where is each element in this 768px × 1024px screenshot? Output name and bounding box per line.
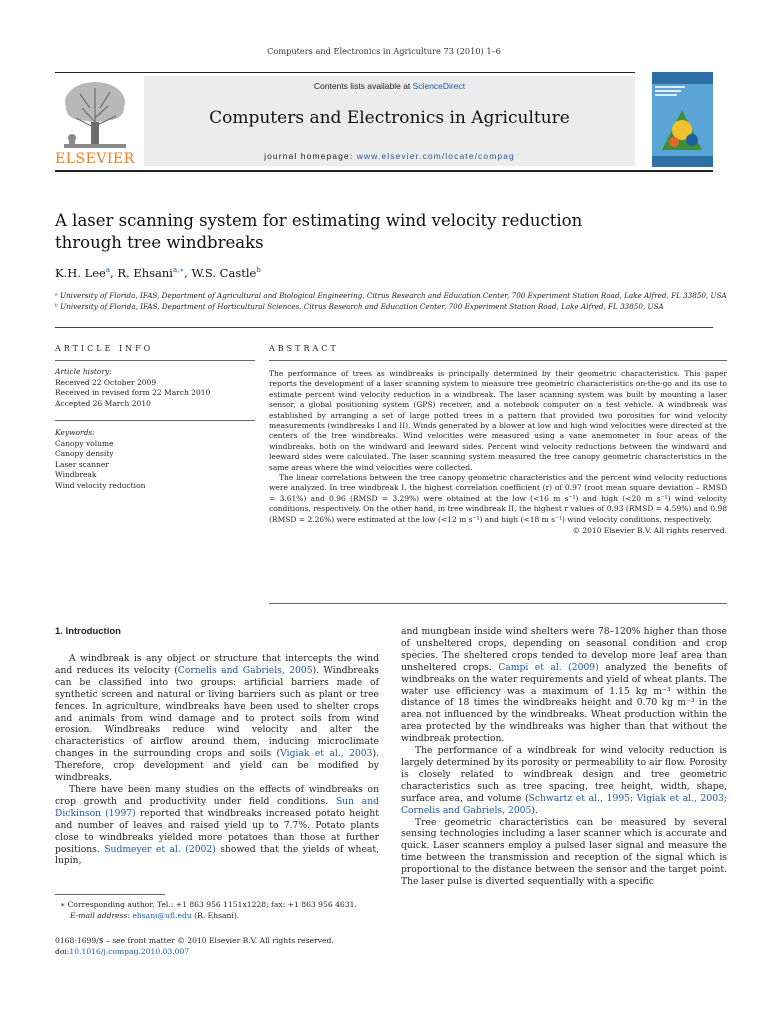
section-heading-introduction: 1. Introduction xyxy=(55,626,121,637)
article-history xyxy=(55,367,255,409)
section-divider xyxy=(55,327,713,328)
keyword-item: Windbreak xyxy=(55,470,97,479)
intro-paragraph-2 xyxy=(55,784,379,867)
author-name: W.S. Castle xyxy=(191,266,257,280)
citation-link[interactable]: Campi et al. (2009) xyxy=(498,661,599,673)
received-date: Received 22 October 2009 xyxy=(55,377,157,387)
issn-line: 0168-1699/$ – see front matter © 2010 Elsevier B.V. All rights reserved. xyxy=(55,936,334,945)
intro-paragraph-5: Tree geometric characteristics can be measured by several sensing technologies including a laser scanner which is accurate and quick. Laser scanners employ a pulsed laser signal and measure the time between the transmission and reception of the signal which is proportional to the distance between the sensor and the target point. The laser pulse is diverted sequentially with a specific xyxy=(401,816,727,888)
journal-homepage xyxy=(144,151,635,161)
title-line-2: through tree windbreaks xyxy=(55,233,264,252)
email-line xyxy=(60,911,380,922)
author-list: K.H. Lee$^a$, R. Ehsani$^{a,∗}$, W.S. Castle$^b$ xyxy=(55,266,261,280)
right-column xyxy=(401,626,727,888)
elsevier-tree-logo xyxy=(60,78,130,150)
text-run: ). xyxy=(531,804,538,816)
affiliation-a: ᵃ University of Florida, IFAS, Department of Agricultural and Biological Engineering, Citrus Research and Education Center, 700 Experiment Station Road, Lake Alfred, FL 33850, USA xyxy=(55,291,727,300)
keywords-block xyxy=(55,428,255,491)
doi-label: doi: xyxy=(55,946,70,956)
keyword-item: Canopy volume xyxy=(55,438,114,448)
keywords-label: Keywords: xyxy=(55,428,95,437)
author-name: K.H. Lee xyxy=(55,266,106,280)
abstract-paragraph-2: The linear correlations between the tree canopy geometric characteristics and the percent wind velocity reductions were analyzed. In tree windbreak I, the highest correlation coefficient (r) of 0.97 (root mean square deviation – RMSD = 3.61%) and 0.96 (RMSD = 3.29%) were obtained at the low (<16 m s⁻¹) and high (<20 m s⁻¹) wind velocity conditions, respectively. On the other hand, in tree windbreak II, the highest r values of 0.93 (RMSD = 4.59%) and 0.98 (RMSD = 2.26%) were estimated at the low (<12 m s⁻¹) and high (<18 m s⁻¹) wind velocity conditions, respectively. xyxy=(269,473,727,524)
citation-link[interactable]: Cornelis and Gabriels, 2005 xyxy=(177,664,313,676)
corresponding-author-note xyxy=(60,900,380,921)
running-head: Computers and Electronics in Agriculture 73 (2010) 1–6 xyxy=(267,46,501,56)
text-run: A windbreak is any object or structure that intercepts the wind and reduces its velocity ( xyxy=(55,653,379,676)
keyword-item: Canopy density xyxy=(55,449,114,458)
email-suffix: (R. Ehsani). xyxy=(191,910,240,920)
corresponding-author: ∗ Corresponding author. Tel.: +1 863 956 1151x1228; fax: +1 863 956 4631. xyxy=(60,900,357,909)
intro-paragraph-4 xyxy=(401,745,727,816)
abstract-end-rule xyxy=(269,603,727,604)
copyright-notice: © 2010 Elsevier B.V. All rights reserved. xyxy=(572,526,727,536)
journal-title: Computers and Electronics in Agriculture xyxy=(209,108,570,128)
revised-date: Received in revised form 22 March 2010 xyxy=(55,388,211,397)
doi-line xyxy=(55,947,385,958)
header-top-rule xyxy=(55,72,635,73)
author-affiliation-mark[interactable]: b xyxy=(256,266,261,275)
footnote-rule xyxy=(55,894,165,895)
abstract-rule xyxy=(269,360,727,361)
homepage-url-link[interactable]: www.elsevier.com/locate/compag xyxy=(356,151,515,161)
left-column xyxy=(55,653,379,867)
keyword-item: Wind velocity reduction xyxy=(55,480,146,490)
email-link[interactable]: ehsani@ufl.edu xyxy=(132,910,192,920)
text-run: showed that the yields of wheat, lupin, xyxy=(55,843,379,867)
article-title xyxy=(55,210,655,254)
text-run: reported that windbreaks increased potato height and number of leaves and raised yield up to 7.7%. Potato plants close to windbreaks yielded more potatoes than those at further positions. xyxy=(55,807,379,855)
article-info-rule xyxy=(55,360,255,361)
homepage-label: journal homepage: xyxy=(264,151,357,161)
text-run: The performance of a windbreak for wind velocity reduction is largely determined by its porosity or permeability to air flow. Porosity is closely related to windbreak design and tree geometric characteristics such as tree spacing, tree height, width, shape, surface area, and volume ( xyxy=(401,745,727,804)
contents-prefix: Contents lists available at xyxy=(313,81,413,91)
author-affiliation-mark[interactable]: a xyxy=(105,266,111,275)
text-run: There have been many studies on the effects of windbreaks on crop growth and productivity under field conditions. xyxy=(55,783,379,807)
article-info-heading: ARTICLE INFO xyxy=(55,344,154,353)
accepted-date: Accepted 26 March 2010 xyxy=(55,398,151,408)
doi-link[interactable]: 10.1016/j.compag.2010.03.007 xyxy=(69,946,190,956)
history-label: Article history: xyxy=(55,367,112,376)
abstract-paragraph-1: The performance of trees as windbreaks is principally determined by their geometric characteristics. This paper reports the development of a laser scanning system to measure tree geometric characteristics on-the-go and its use to estimate percent wind velocity reduction in a windbreak. The laser scanning system was built by mounting a laser sensor, a global positioning system (GPS) receiver, and a notebook computer on a test vehicle. A windbreak was established by arranging a set of large potted trees in a pattern that provided two porosities for wind velocity measurements (windbreaks I and II). Winds generated by a blower at low and high wind velocities were directed at the centers of the tree windbreaks. Wind velocities were measured using a vane anemometer in four areas of the windbreaks, both on the windward and leeward sides. Percent wind velocity reductions between the windward and leeward sides were calculated. The laser scanning system measured the tree canopy geometric characteristics in the same areas where the wind velocities were collected. xyxy=(269,369,727,472)
citation-link[interactable]: Sun and Dickinson (1997) xyxy=(55,795,379,819)
journal-cover-thumbnail xyxy=(652,72,713,167)
publisher-wordmark: ELSEVIER xyxy=(55,151,135,167)
abstract-body xyxy=(269,369,727,537)
citation-link[interactable]: Schwartz et al., 1995; Vigiak et al., 2003; Cornelis and Gabriels, 2005 xyxy=(401,792,727,816)
abstract-heading: ABSTRACT xyxy=(269,344,339,353)
sciencedirect-link[interactable]: ScienceDirect xyxy=(412,81,466,91)
header-bottom-rule xyxy=(55,170,713,172)
citation-link[interactable]: Sudmeyer et al. (2002) xyxy=(104,843,216,855)
title-line-1: A laser scanning system for estimating wind velocity reduction xyxy=(55,211,583,230)
email-label: E-mail address: xyxy=(70,910,133,920)
intro-paragraph-1 xyxy=(55,653,379,784)
intro-paragraph-3 xyxy=(401,626,727,745)
text-run: and mungbean inside wind shelters were 78–120% higher than those of unsheltered crops, depending on seasonal condition and crop species. The sheltered crops tended to develop more leaf area than unsheltered crops. xyxy=(401,626,727,673)
issn-doi-block xyxy=(55,936,385,957)
contents-available xyxy=(144,81,635,91)
text-run: ). Windbreaks can be classified into two groups: artificial barriers made of synthetic screen and natural or living barriers such as plant or tree fences. In agriculture, windbreaks have been used to shelter crops and animals from wind damage and to protect soils from wind erosion. Windbreaks reduce wind velocity and alter the characteristics of airflow around them, inducing microclimate changes in the surrounding crops and soils ( xyxy=(55,664,379,760)
affiliation-b: ᵇ University of Florida, IFAS, Department of Horticultural Sciences, Citrus Research and Education Center, 700 Experiment Station Road, Lake Alfred, FL 33850, USA xyxy=(55,302,664,311)
text-run: analyzed the benefits of windbreaks on the water requirements and yield of wheat plants. The water use efficiency was a maximum of 1.15 kg m⁻³ within the distance of 18 times the windbreaks height and 0.70 kg m⁻³ in the area not influenced by the windbreaks. Wheat production within the area protected by the windbreaks was higher than that without the windbreak protection. xyxy=(401,661,727,745)
citation-link[interactable]: Vigiak et al., 2003 xyxy=(280,748,373,760)
keywords-rule xyxy=(55,420,255,421)
author-affiliation-mark[interactable]: a,∗ xyxy=(172,266,185,275)
keyword-item: Laser scanner xyxy=(55,459,109,469)
author-name: R. Ehsani xyxy=(117,266,173,280)
text-run: ). Therefore, crop development and yield can be modified by windbreaks. xyxy=(55,748,379,784)
